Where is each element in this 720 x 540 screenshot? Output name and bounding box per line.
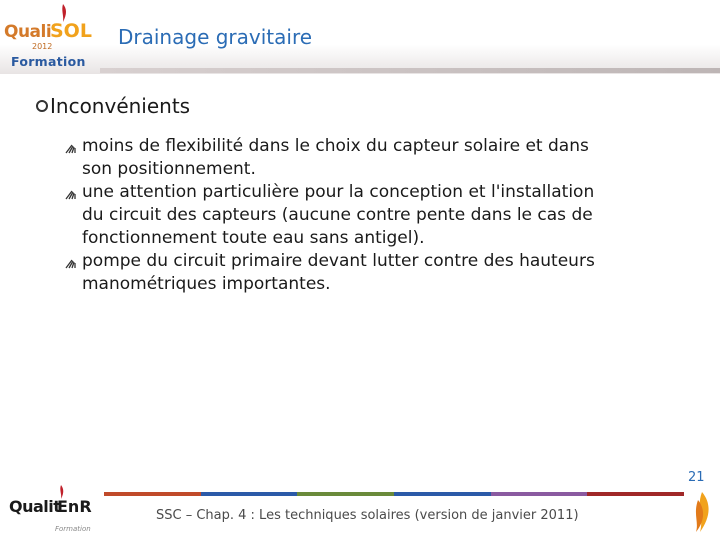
footer-color-bar xyxy=(104,492,684,496)
bullet-line: moins de flexibilité dans le choix du capteur solaire et dans xyxy=(82,136,589,156)
header-rule xyxy=(100,68,720,73)
footer-bar-segment xyxy=(201,492,298,496)
bullet-line: manométriques importantes. xyxy=(82,274,331,294)
logo-formation-text: Formation xyxy=(11,54,86,69)
footer-bar-segment xyxy=(297,492,394,496)
footer-bar-segment xyxy=(104,492,201,496)
qualisol-logo xyxy=(4,4,96,70)
bullet-line: une attention particulière pour la conception et l'installation xyxy=(82,182,595,202)
footer-text: SSC – Chap. 4 : Les techniques solaires (version de janvier 2011) xyxy=(156,508,579,523)
ring-bullet-icon xyxy=(36,100,48,112)
footer-bar-segment xyxy=(491,492,588,496)
bullet-list xyxy=(64,135,684,296)
bullet-item xyxy=(64,250,684,296)
bullet-item xyxy=(64,181,684,250)
qualitenr-logo xyxy=(5,485,101,537)
logo-formation-sub: Formation xyxy=(55,525,91,533)
header-band xyxy=(0,0,720,74)
bullet-line: son positionnement. xyxy=(82,159,256,179)
logo-year: 2012 xyxy=(32,42,53,51)
logo-enr-text xyxy=(57,497,92,516)
slide-title: Drainage gravitaire xyxy=(118,25,313,49)
logo-quali-text: Quali xyxy=(4,22,52,42)
sun-rays-icon xyxy=(64,139,80,155)
bullet-line: pompe du circuit primaire devant lutter contre des hauteurs xyxy=(82,251,595,271)
section-heading xyxy=(36,94,190,118)
logo-enr-label: EnR xyxy=(57,497,92,516)
page-number: 21 xyxy=(688,470,705,485)
footer-bar-segment xyxy=(587,492,684,496)
page-flame-icon xyxy=(684,478,714,534)
section-heading-text: Inconvénients xyxy=(50,94,191,118)
logo-sol-text: SOL xyxy=(50,20,92,42)
sun-rays-icon xyxy=(64,185,80,201)
bullet-item xyxy=(64,135,684,181)
logo-qualit-text: Qualit xyxy=(9,497,61,516)
bullet-line: fonctionnement toute eau sans antigel). xyxy=(82,228,425,248)
footer-bar-segment xyxy=(394,492,491,496)
bullet-line: du circuit des capteurs (aucune contre pente dans le cas de xyxy=(82,205,593,225)
sun-rays-icon xyxy=(64,254,80,270)
